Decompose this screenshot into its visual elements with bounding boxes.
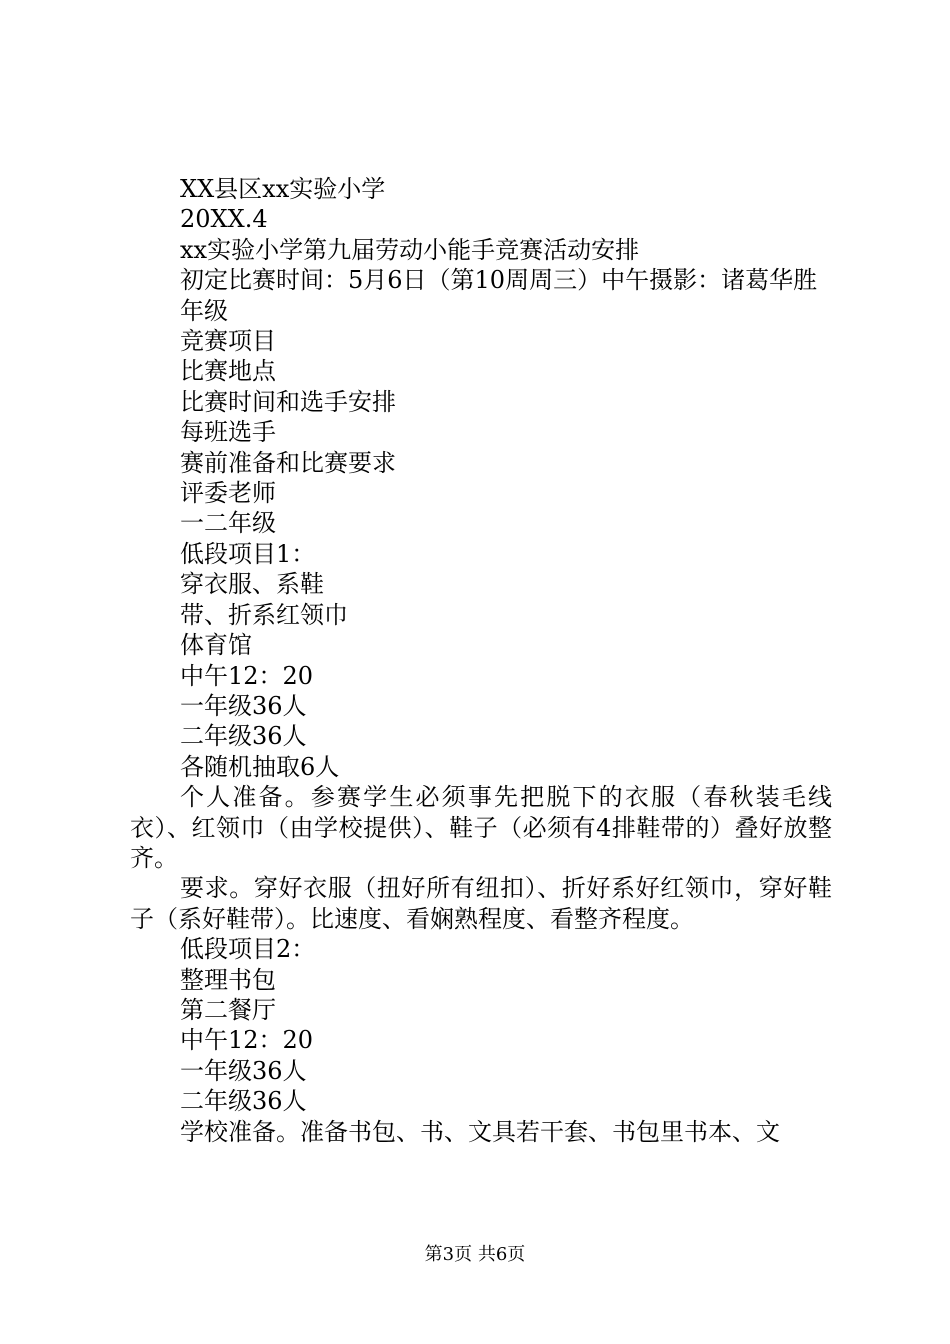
header-players: 每班选手 [180, 418, 276, 447]
header-requirements: 赛前准备和比赛要求 [180, 448, 396, 477]
event-2-grade-1-count: 一年级36人 [180, 1056, 307, 1085]
header-event: 竞赛项目 [180, 327, 276, 356]
event-2-preparation: 学校准备。准备书包、书、文具若干套、书包里书本、文 [180, 1117, 780, 1146]
event-2-name: 整理书包 [180, 965, 276, 994]
competition-time-paragraph: 初定比赛时间：5月6日（第10周周三）中午摄影：诸葛华胜 [180, 266, 818, 295]
page-footer: 第3页 共6页 [424, 1244, 526, 1265]
document-body [0, 174, 950, 1147]
event-1-name-line-1: 穿衣服、系鞋 [180, 570, 324, 599]
event-2-time: 中午12：20 [180, 1026, 314, 1055]
grade-group: 一二年级 [180, 509, 276, 538]
document-title: xx实验小学第九届劳动小能手竞赛活动安排 [180, 235, 640, 264]
event-2-venue: 第二餐厅 [180, 995, 276, 1024]
header-venue: 比赛地点 [180, 357, 276, 386]
event-1-name-line-2: 带、折系红领巾 [180, 600, 348, 629]
event-1-requirements: 要求。穿好衣服（扭好所有纽扣）、折好系好红领巾，穿好鞋子（系好鞋带）。比速度、看娴熟程度、看整齐程度。 [130, 874, 832, 933]
header-schedule: 比赛时间和选手安排 [180, 387, 396, 416]
header-grade: 年级 [180, 296, 228, 325]
event-1-time: 中午12：20 [180, 661, 314, 690]
document-date: 20XX.4 [180, 205, 268, 234]
event-1-title: 低段项目1： [180, 539, 316, 568]
event-2-title: 低段项目2： [180, 935, 316, 964]
event-1-preparation: 个人准备。参赛学生必须事先把脱下的衣服（春秋装毛线衣）、红领巾（由学校提供）、鞋子（必须有4排鞋带的）叠好放整齐。 [130, 783, 832, 872]
event-1-venue: 体育馆 [180, 631, 252, 660]
event-1-grade-2-count: 二年级36人 [180, 722, 307, 751]
event-2-grade-2-count: 二年级36人 [180, 1087, 307, 1116]
header-judges: 评委老师 [180, 479, 276, 508]
event-1-grade-1-count: 一年级36人 [180, 691, 307, 720]
school-name: XX县区xx实验小学 [180, 175, 386, 203]
event-1-players: 各随机抽取6人 [180, 752, 340, 781]
